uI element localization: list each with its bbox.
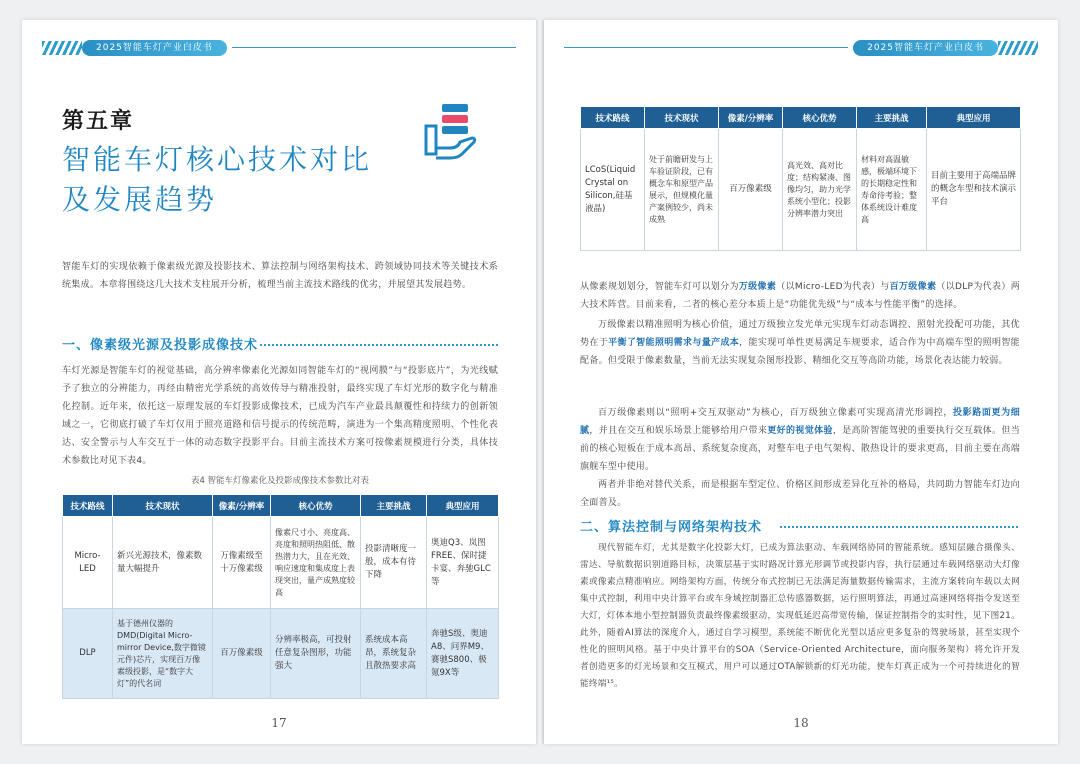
page-number: 17 — [271, 716, 287, 730]
highlight-text: 万级像素 — [738, 282, 777, 292]
chapter-number: 第五章 — [62, 109, 135, 134]
running-header-right — [853, 38, 1038, 58]
header-stripes — [998, 41, 1038, 55]
text-run: （以Micro-LED为代表）与 — [776, 282, 890, 292]
header-rule — [232, 47, 516, 48]
col-header: 像素/分辨率 — [719, 107, 783, 129]
table-cell: DLP — [63, 609, 113, 699]
page-17 — [22, 20, 536, 744]
paragraph-3 — [580, 404, 1020, 476]
table-cell: 奥迪Q3、岚图FREE、保时捷卡宴、奔驰GLC等 — [427, 517, 499, 609]
table-cell: 奔驰S级、奥迪A8、问界M9、赛驰S800、极氪9X等 — [427, 609, 499, 699]
table-header-row — [63, 495, 499, 517]
table-cell: 处于前瞻研发与上车验证阶段，已有概念车和原型产品展示，但规模化量产案例较少，尚未成熟 — [645, 129, 719, 251]
section-2-rule — [780, 526, 1020, 528]
table-cell: 基于德州仪器的DMD(Digital Micro-mirror Device,数字微镜元件)芯片，实现百万像素级投影，是“数字大灯”的代名词 — [113, 609, 213, 699]
page-18 — [544, 20, 1058, 744]
col-header: 主要挑战 — [361, 495, 427, 517]
section-1-title: 一、像素级光源及投影成像技术 — [62, 338, 259, 353]
header-title: 2025智能车灯产业白皮书 — [82, 40, 227, 56]
text-run: ，是高阶智能驾驶的重要执行交互载体。但当前的核心短板在于成本高昂、系统复杂度高，对整车电子电气架构、散热设计的要求更高，目前主要在高端旗舰车型中使用。 — [580, 426, 1020, 472]
table-row — [581, 129, 1021, 251]
spec-table-left — [62, 494, 499, 699]
text-run: 从像素规划划分，智能车灯可以划分为 — [580, 282, 739, 292]
text-run: （以DLP为代表）两大技术阵营。目前来看，二者的核心差分本质上是“功能优先级”与“成本与性能平衡”的选择。 — [580, 282, 1020, 310]
intro-paragraph: 智能车灯的实现依赖于像素级光源及投影技术、算法控制与网络架构技术、跨领域协同技术等关键技术系统集成。本章将围绕这几大技术支柱展开分析，梳理当前主流技术路线的优劣，并展望其发展趋势。 — [62, 262, 498, 290]
chapter-title: 智能车灯核心技术对比及发展趋势 — [62, 143, 373, 216]
text-run: 百万级像素则以“照明+交互双驱动”为核心，百万级独立像素可实现高清光形调控， — [598, 408, 954, 418]
table-cell: 材料对高温敏感，极端环境下的长期稳定性和寿命待考验；整体系统设计难度高 — [857, 129, 927, 251]
running-header-left — [42, 38, 227, 58]
col-header: 技术路线 — [63, 495, 113, 517]
col-header: 技术现状 — [113, 495, 213, 517]
text-run: ，能实现可单性更易满足车规要求，适合作为中高端车型的照明智能配备。但受限于像素数量，当前无法实现复杂图形投影、精细化交互等高阶功能，场景化表达能力较弱。 — [580, 338, 1020, 366]
table-cell: 分辨率极高，可投射任意复杂图形，功能强大 — [271, 609, 361, 699]
table-cell: 百万像素级 — [213, 609, 271, 699]
page-number: 18 — [793, 716, 809, 730]
table-cell: 百万像素级 — [719, 129, 783, 251]
spec-table-right — [580, 106, 1021, 251]
col-header: 典型应用 — [927, 107, 1021, 129]
header-title: 2025智能车灯产业白皮书 — [853, 40, 998, 56]
paragraph-4: 两者并非绝对替代关系，而是根据车型定位、价格区间形成差异化互补的格局，共同助力智能车灯边向全面普及。 — [580, 480, 1020, 508]
table-cell: 新兴光源技术，像素数量大幅提升 — [113, 517, 213, 609]
server-hand-icon — [420, 102, 480, 172]
col-header: 主要挑战 — [857, 107, 927, 129]
text-run: ，并且在交互和娱乐场景上能够给用户带来 — [589, 426, 768, 436]
highlight-text: 投影路面更为细腻 — [580, 408, 1020, 436]
highlight-text: 平衡了智能照明需求与量产成本 — [608, 338, 740, 348]
highlight-text: 百万级像素 — [889, 282, 937, 292]
table-cell: 投影清晰度一般，成本有待下降 — [361, 517, 427, 609]
table-caption: 表4 智能车灯像素化及投影成像技术参数比对表 — [190, 476, 370, 486]
table-header-row — [581, 107, 1021, 129]
book-gutter — [536, 20, 544, 744]
paragraph-2 — [580, 316, 1020, 370]
col-header: 典型应用 — [427, 495, 499, 517]
table-row — [63, 609, 499, 699]
paragraph-1 — [580, 278, 1020, 314]
col-header: 像素/分辨率 — [213, 495, 271, 517]
header-rule — [564, 47, 848, 48]
table-cell: 万像素级至十万像素级 — [213, 517, 271, 609]
highlight-text: 更好的视觉体验 — [767, 426, 833, 436]
table-cell: 系统成本高昂，系统复杂且散热要求高 — [361, 609, 427, 699]
text-run: 万级像素以精准照明为核心价值，通过万级独立发光单元实现车灯动态调控、照射光投配可功能，其优势在于 — [580, 320, 1020, 348]
col-header: 核心优势 — [783, 107, 857, 129]
col-header: 技术现状 — [645, 107, 719, 129]
col-header: 技术路线 — [581, 107, 645, 129]
section-2-body: 现代智能车灯，尤其是数字化投影大灯，已成为算法驱动、车载网络协同的智能系统。感知层融合摄像头、雷达、导航数据识别道路目标，决策层基于实时路况计算光形调节或投影内容，执行层通过车载网络驱动大灯像素或像素点精准响应。网络架构方面，传统分布式控制已无法满足海量数据传输需求，主流方案转向车载以太网集中式控制，利用中央计算平台或车身域控制器汇总传感器数据，运行照明算法，再通过高速网络将指令发送至大灯，灯体本地小型控制器负责最终像素级驱动，实现低延迟高带宽传输，保证控制指令的实时性，见下图21。此外，随着AI算法的深度介入，通过自学习模型，系统能不断优化光型以适应更多复杂的驾驶场景，甚至实现个性化的照明风格。基于中央计算平台的SOA（Service-Oriented Architecture，面向服务架构）将允许开发者创造更多的灯光场景和交互模式，用户可以通过OTA解锁新的灯光功能，使车灯真正成为一个可持续进化的智能终端¹⁵。 — [580, 543, 1020, 689]
header-stripes — [42, 41, 82, 55]
section-1-rule — [260, 344, 498, 346]
col-header: 核心优势 — [271, 495, 361, 517]
table-cell: 目前主要用于高端品牌的概念车型和技术演示平台 — [927, 129, 1021, 251]
table-cell: 像素尺寸小、亮度高、亮度和照明热阻低、散热潜力大，且在光效、响应速度和集成度上表现突出，量产成熟度较高 — [271, 517, 361, 609]
table-cell: 高光效、高对比度；结构紧凑、图像均匀，助力光学系统小型化；投影分辨率潜力突出 — [783, 129, 857, 251]
table-cell: Micro-LED — [63, 517, 113, 609]
table-cell: LCoS(Liquid Crystal on Silicon,硅基液晶) — [581, 129, 645, 251]
section-2-title: 二、算法控制与网络架构技术 — [580, 520, 763, 535]
section-1-body: 车灯光源是智能车灯的视觉基础，高分辨率像素化光源如同智能车灯的“视网膜”与“投影底片”，为光线赋予了独立的分辨能力，再经由精密光学系统的高效传导与精准投射，最终实现了车灯光形的数字化与精准化控制。近年来，依托这一原理发展的车灯投影成像技术，已成为汽车产业最具颠覆性和持续力的创新领域之一，它彻底打破了车灯仅用于照亮道路和信号提示的传统范畴，演进为一个集高精度照明、个性化表达、安全警示与人车交互于一体的动态数字投影平台。目前主流技术方案可按像素规模进行分类，具体技术参数比对见下表4。 — [62, 366, 498, 466]
table-row — [63, 517, 499, 609]
